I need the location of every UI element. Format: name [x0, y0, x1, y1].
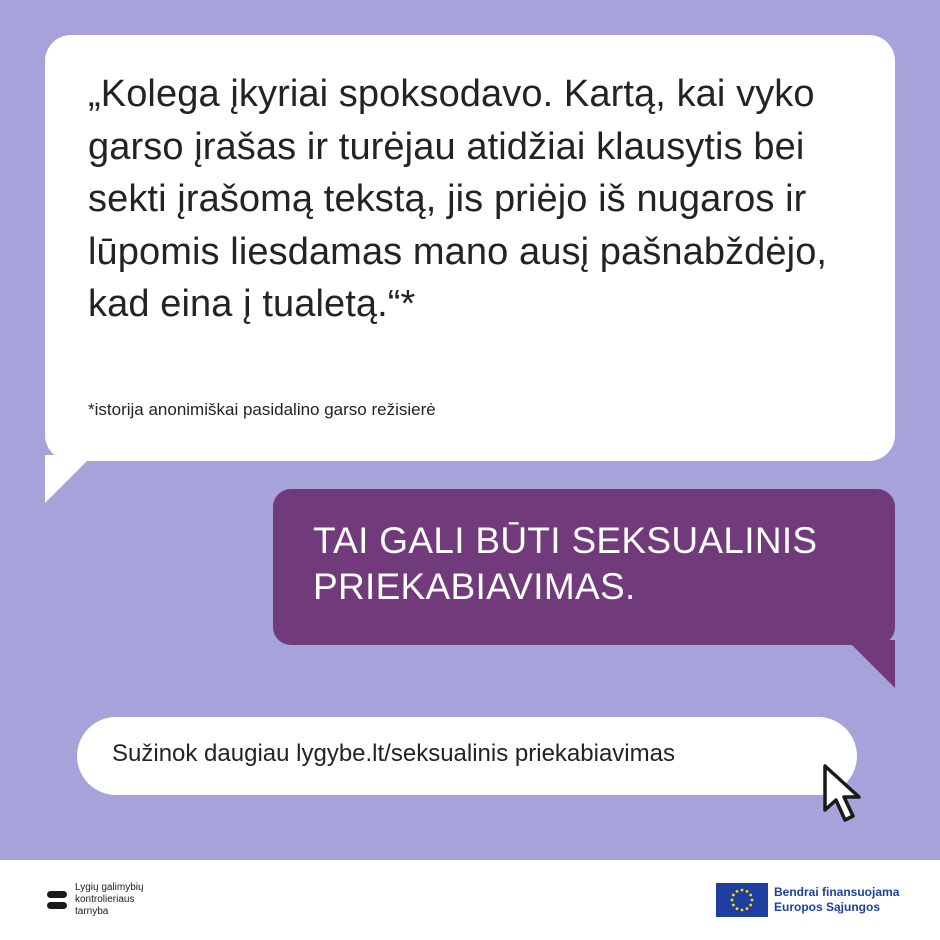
quote-text: „Kolega įkyriai spoksodavo. Kartą, kai vyko garso įrašas ir turėjau atidžiai klausytis bei sekti įrašomą tekstą, jis priėjo iš nugaros ir lūpomis liesdamas mano ausį pašnabždėjo, kad eina į tualetą.“*	[88, 73, 828, 325]
equality-ombudsperson-logo	[47, 882, 207, 922]
eu-logo-line-2: Europos Sąjungos	[774, 900, 881, 914]
quote-bubble-tail	[45, 455, 93, 503]
cursor-arrow-icon	[820, 762, 868, 828]
eu-star	[731, 899, 734, 902]
eu-star	[746, 907, 749, 910]
equality-logo-line-3: tarnyba	[75, 906, 109, 917]
learn-more-link-text[interactable]: Sužinok daugiau lygybe.lt/seksualinis priekabiavimas	[112, 740, 675, 767]
eu-logo-label	[774, 885, 899, 915]
eu-star	[736, 890, 739, 893]
callout-text: TAI GALI BŪTI SEKSUALINIS PRIEKABIAVIMAS.	[313, 520, 818, 607]
eu-star	[746, 890, 749, 893]
quote-footnote: *istorija anonimiškai pasidalino garso režisierė	[88, 400, 436, 419]
eu-star	[749, 904, 752, 907]
callout-bubble-tail	[847, 640, 895, 688]
eu-logo-line-1: Bendrai finansuojama	[774, 885, 900, 899]
equality-logo-line-1: Lygių galimybių	[75, 882, 144, 893]
eu-star	[741, 909, 744, 912]
eu-star	[751, 899, 754, 902]
equality-bars-icon	[47, 888, 67, 912]
eu-star	[736, 907, 739, 910]
equality-logo-line-2: kontrolieriaus	[75, 894, 135, 905]
eu-flag-icon	[716, 883, 768, 917]
equality-logo-label	[75, 882, 215, 918]
eu-star	[732, 894, 735, 897]
eu-star	[749, 894, 752, 897]
eu-star	[732, 904, 735, 907]
eu-star	[741, 889, 744, 892]
eu-cofunded-logo	[716, 883, 916, 919]
